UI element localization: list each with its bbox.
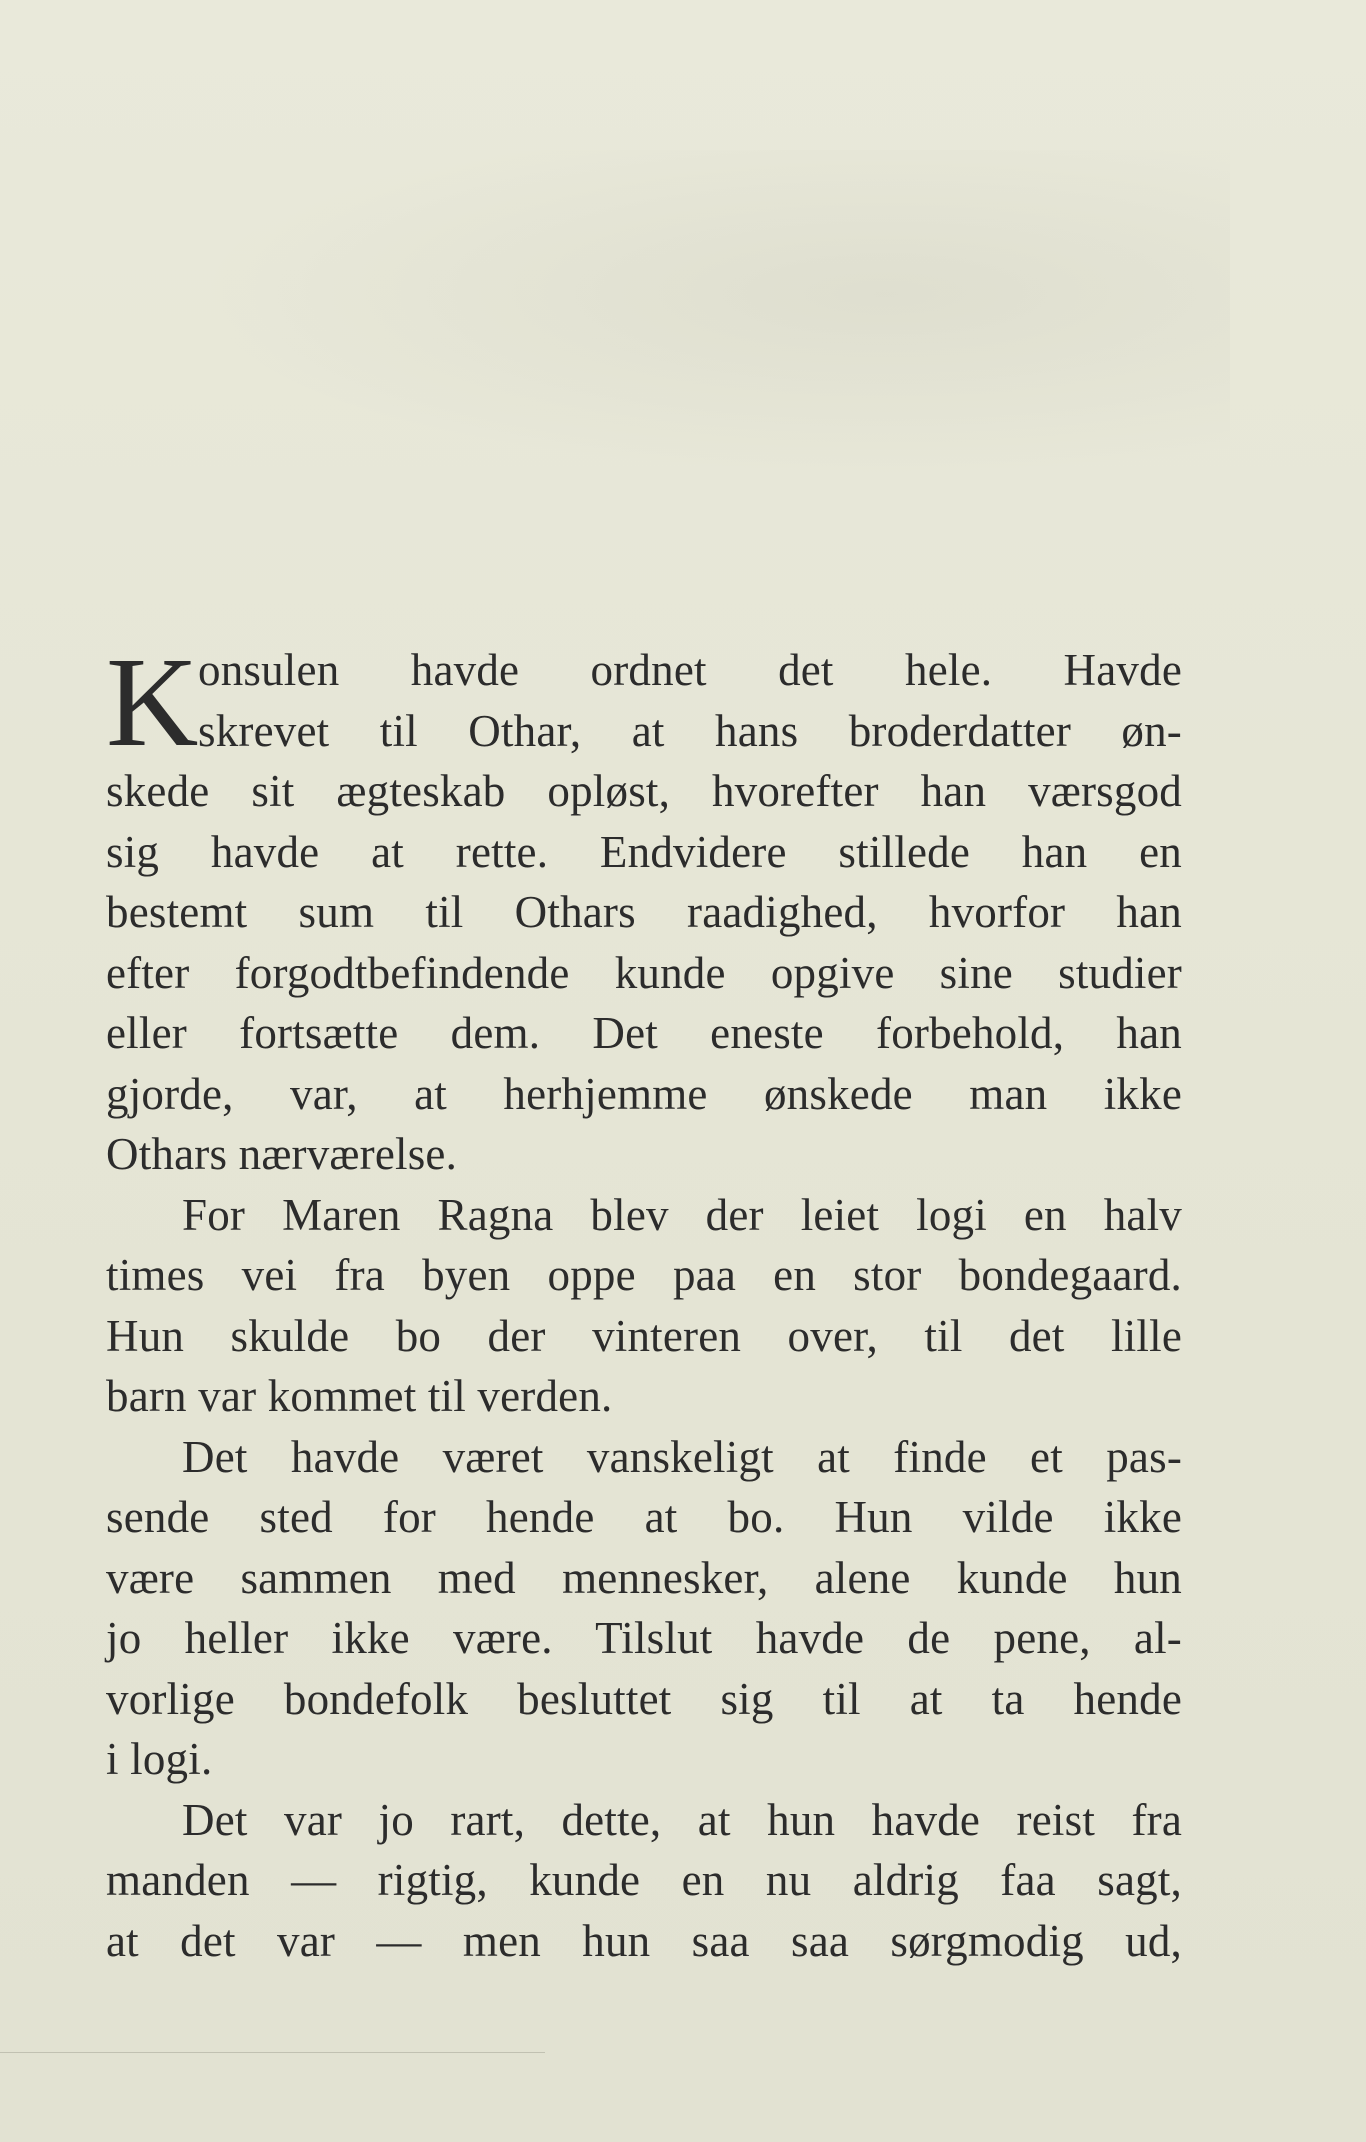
text-line: barn var kommet til verden. <box>106 1371 613 1421</box>
body-text <box>106 631 1182 1971</box>
text-line: manden — rigtig, kunde en nu aldrig faa sagt, <box>106 1855 1182 1905</box>
page-edge-line <box>0 2052 545 2053</box>
text-line: vorlige bondefolk besluttet sig til at ta hende <box>106 1673 1182 1724</box>
text-line: onsulen havde ordnet det hele. Havde <box>198 645 1182 695</box>
text-line: Det var jo rart, dette, at hun havde reist fra <box>182 1794 1182 1845</box>
text-line: For Maren Ragna blev der leiet logi en halv <box>182 1189 1182 1240</box>
text-line: gjorde, var, at herhjemme ønskede man ikke <box>106 1068 1182 1119</box>
text-line: skede sit ægteskab opløst, hvorefter han værsgod <box>106 766 1182 816</box>
text-line: Det havde været vanskeligt at finde et pas- <box>182 1431 1182 1482</box>
text-line: Hun skulde bo der vinteren over, til det lille <box>106 1310 1182 1361</box>
text-line: at det var — men hun saa saa sørgmodig ud, <box>106 1915 1182 1966</box>
text-line: skrevet til Othar, at hans broderdatter øn- <box>198 705 1182 756</box>
text-line: være sammen med mennesker, alene kunde hun <box>106 1552 1182 1603</box>
text-line: sende sted for hende at bo. Hun vilde ikke <box>106 1492 1182 1542</box>
text-line: times vei fra byen oppe paa en stor bondegaard. <box>106 1250 1182 1300</box>
text-line: efter forgodtbefindende kunde opgive sine studier <box>106 947 1182 998</box>
text-line: jo heller ikke være. Tilslut havde de pene, al- <box>106 1613 1182 1663</box>
show-through-bleed <box>80 150 1230 510</box>
text-line: Othars nærværelse. <box>106 1129 458 1179</box>
text-line: i logi. <box>106 1734 213 1784</box>
text-line: eller fortsætte dem. Det eneste forbehold, han <box>106 1008 1182 1058</box>
text-line: sig havde at rette. Endvidere stillede han en <box>106 826 1182 877</box>
text-line: bestemt sum til Othars raadighed, hvorfor han <box>106 887 1182 937</box>
drop-cap: K <box>106 631 199 773</box>
